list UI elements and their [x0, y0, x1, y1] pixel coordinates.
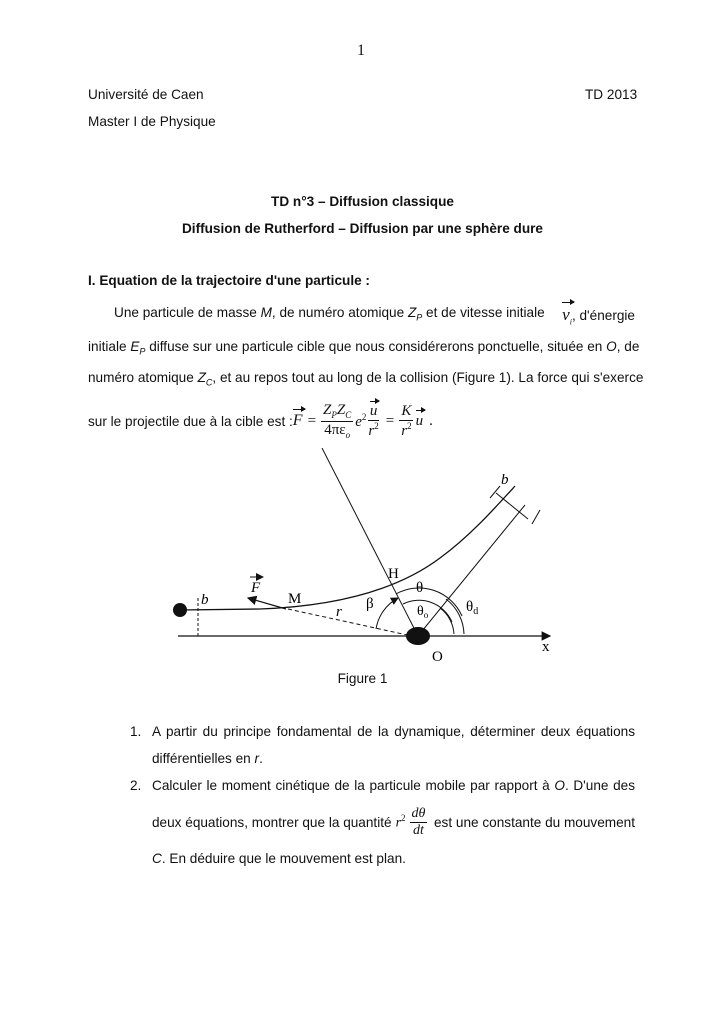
- question-2-line-2: [152, 800, 635, 844]
- q2-line2-start: deux équations, montrer que la quantité $r^2$ $\frac{d\theta}{dt}$: [152, 805, 426, 838]
- impact-parameter-right: [496, 493, 528, 519]
- dtheta-dt-fraction: $\frac{d\theta}{dt}$: [411, 805, 426, 838]
- label-F: F: [251, 580, 261, 596]
- force-arrow: [248, 598, 286, 609]
- beta-arc: [376, 598, 398, 629]
- unit-vector-fraction: $\frac{u}{r^2}$: [368, 402, 379, 439]
- radius-line: [288, 609, 412, 636]
- question-2-number: 2.: [130, 778, 142, 793]
- k-fraction: $\frac{K}{r^2}$: [401, 402, 412, 439]
- question-2-line-3: C. En déduire que le mouvement est plan.: [152, 851, 406, 866]
- label-b-right: b: [501, 472, 509, 488]
- label-b-left: b: [201, 592, 209, 608]
- year-label: TD 2013: [585, 87, 638, 102]
- q2-line2-end: est une constante du mouvement: [433, 814, 635, 830]
- question-1-line-1: A partir du principe fondamental de la dynamique, déterminer deux équations: [152, 724, 635, 739]
- impact-tick-2: [532, 510, 540, 524]
- label-r: r: [336, 604, 342, 620]
- label-M: M: [288, 591, 302, 607]
- label-H: H: [388, 566, 399, 582]
- p1-text-b: $v_i$, d'énergie: [562, 305, 635, 327]
- page-title: TD n°3 – Diffusion classique: [271, 194, 454, 209]
- program-name: Master I de Physique: [88, 114, 216, 129]
- label-beta: β: [366, 596, 374, 612]
- impact-tick-1: [490, 486, 500, 498]
- p1-text-a: Une particule de masse M, de numéro atomique $Z_P$ et de vitesse initiale: [114, 305, 545, 323]
- university-name: Université de Caen: [88, 87, 204, 102]
- velocity-vector: $v_i$: [562, 305, 572, 327]
- figure-caption: Figure 1: [337, 671, 388, 686]
- force-formula: F = $\frac{Z_PZ_C}{4\pi\varepsilon_o}$ $e^2$ $\frac{u}{r^2}$ = $\frac{K}{r^2}$ u .: [292, 401, 433, 440]
- paragraph-line-2: initiale $E_P$ diffuse sur une particule cible que nous considérerons ponctuelle, située en O, de: [88, 339, 640, 357]
- question-1-number: 1.: [130, 724, 142, 739]
- outgoing-asymptote: [418, 505, 525, 636]
- section-heading: I. Equation de la trajectoire d'une particule :: [88, 273, 370, 288]
- paragraph-line-3: numéro atomique $Z_C$, et au repos tout au long de la collision (Figure 1). La force qui s'exerce: [88, 370, 644, 388]
- question-1-line-2: différentielles en r.: [152, 751, 263, 766]
- question-2-line-1: Calculer le moment cinétique de la particule mobile par rapport à O. D'une des: [152, 778, 635, 793]
- label-x: x: [542, 639, 550, 655]
- page-number: 1: [357, 42, 365, 59]
- trajectory-curve: [180, 486, 515, 610]
- projectile-particle: [173, 603, 187, 617]
- paragraph-line-4: [88, 398, 433, 444]
- force-vector: F: [292, 412, 303, 429]
- paragraph-line-1: [114, 305, 635, 326]
- label-theta0: $\theta_o$: [417, 604, 429, 620]
- label-theta: θ: [416, 580, 424, 596]
- label-O: O: [432, 649, 443, 665]
- rutherford-scattering-figure: [0, 448, 725, 678]
- p4-text: sur le projectile due à la cible est :: [88, 413, 293, 429]
- page-subtitle: Diffusion de Rutherford – Diffusion par une sphère dure: [181, 221, 543, 236]
- charge-fraction: $\frac{Z_PZ_C}{4\pi\varepsilon_o}$: [323, 401, 352, 440]
- label-thetad: $\theta_d$: [466, 599, 479, 617]
